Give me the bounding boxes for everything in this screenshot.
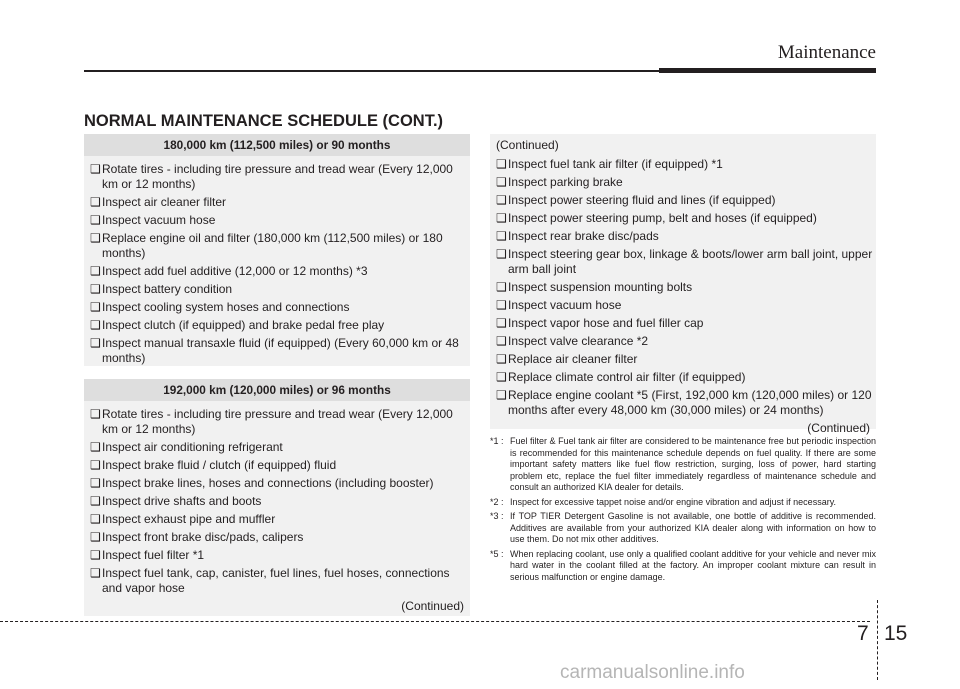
continued-label: (Continued) xyxy=(807,421,870,435)
item-text: Inspect drive shafts and boots xyxy=(102,494,262,508)
checklist-item xyxy=(90,300,470,315)
checkbox-icon: ❑ xyxy=(90,440,101,454)
checklist-item xyxy=(496,352,876,367)
checkbox-icon: ❑ xyxy=(90,213,101,227)
checklist-item xyxy=(90,548,470,563)
footnote-text: When replacing coolant, use only a qualified coolant additive for your vehicle and never mix hard water in the coolant filled at the factory. An improper coolant mixture can result in serious malfunction or engine damage. xyxy=(510,548,876,582)
checkbox-icon: ❑ xyxy=(90,162,101,176)
checklist-item xyxy=(90,231,470,261)
checkbox-icon: ❑ xyxy=(90,512,101,526)
checklist-item xyxy=(90,195,470,210)
item-list xyxy=(84,407,470,596)
footnote-mark: *5 : xyxy=(490,548,504,559)
checklist-item xyxy=(90,318,470,333)
item-text: Inspect vacuum hose xyxy=(508,298,622,312)
header-title: Maintenance xyxy=(777,42,876,63)
checkbox-icon: ❑ xyxy=(90,318,101,332)
watermark: carmanualsonline.info xyxy=(560,662,745,683)
item-text: Inspect air cleaner filter xyxy=(102,195,227,209)
checkbox-icon: ❑ xyxy=(90,407,101,421)
item-list xyxy=(84,162,470,366)
checklist-item xyxy=(496,316,876,331)
checkbox-icon: ❑ xyxy=(496,211,507,225)
checklist-item xyxy=(496,247,876,277)
item-text: Inspect add fuel additive (12,000 or 12 months) *3 xyxy=(102,264,368,278)
checklist-item xyxy=(90,494,470,509)
continued-label: (Continued) xyxy=(496,138,559,152)
section-title: NORMAL MAINTENANCE SCHEDULE (CONT.) xyxy=(84,112,444,130)
schedule-box-180000 xyxy=(84,134,470,366)
footnote-text: Fuel filter & Fuel tank air filter are considered to be maintenance free but periodic inspection is recommended for this maintenance schedule depends on fuel quality. If there are some important safety matters like fuel flow restriction, surging, loss of power, hard starting problem etc, replace the fuel filter immediately regardless of maintenance schedule and consult an authorized KIA dealer for details. xyxy=(510,436,876,492)
item-text: Inspect manual transaxle fluid (if equipped) (Every 60,000 km or 48 months) xyxy=(102,336,459,365)
footnote xyxy=(490,497,876,509)
footnote xyxy=(490,436,876,494)
item-text: Replace engine coolant *5 (First, 192,000 km (120,000 miles) or 120 months after every 48,000 km (30,000 miles) or 24 months) xyxy=(508,388,872,417)
footnote-mark: *2 : xyxy=(490,496,504,507)
item-text: Replace climate control air filter (if equipped) xyxy=(508,370,746,384)
checklist-item xyxy=(90,407,470,437)
chapter-number: 7 xyxy=(857,622,869,645)
item-list xyxy=(490,157,876,418)
footnote xyxy=(490,549,876,584)
item-text: Inspect clutch (if equipped) and brake pedal free play xyxy=(102,318,385,332)
footnotes xyxy=(490,436,876,586)
checkbox-icon: ❑ xyxy=(90,264,101,278)
item-text: Inspect vacuum hose xyxy=(102,213,216,227)
item-text: Replace air cleaner filter xyxy=(508,352,638,366)
checkbox-icon: ❑ xyxy=(90,195,101,209)
continued-label: (Continued) xyxy=(401,599,464,613)
checkbox-icon: ❑ xyxy=(496,298,507,312)
footer-divider xyxy=(877,600,878,680)
checklist-item xyxy=(496,175,876,190)
checkbox-icon: ❑ xyxy=(496,352,507,366)
schedule-box-continued xyxy=(490,134,876,435)
checkbox-icon: ❑ xyxy=(90,336,101,350)
checkbox-icon: ❑ xyxy=(496,229,507,243)
checklist-item xyxy=(496,211,876,226)
item-text: Replace engine oil and filter (180,000 km (112,500 miles) or 180 months) xyxy=(102,231,443,260)
checkbox-icon: ❑ xyxy=(90,530,101,544)
item-text: Inspect fuel tank air filter (if equipped) *1 xyxy=(508,157,723,171)
box-heading: 192,000 km (120,000 miles) or 96 months xyxy=(84,379,470,401)
checkbox-icon: ❑ xyxy=(90,476,101,490)
item-text: Inspect parking brake xyxy=(508,175,623,189)
item-text: Inspect battery condition xyxy=(102,282,233,296)
checkbox-icon: ❑ xyxy=(496,388,507,402)
checklist-item xyxy=(496,298,876,313)
footnote-text: Inspect for excessive tappet noise and/or engine vibration and adjust if necessary. xyxy=(510,496,837,507)
checklist-item xyxy=(90,458,470,473)
checkbox-icon: ❑ xyxy=(90,566,101,580)
checklist-item xyxy=(90,566,470,596)
checklist-item xyxy=(496,229,876,244)
checklist-item xyxy=(496,280,876,295)
checklist-item xyxy=(496,370,876,385)
item-text: Inspect valve clearance *2 xyxy=(508,334,649,348)
checkbox-icon: ❑ xyxy=(496,316,507,330)
item-text: Inspect brake lines, hoses and connections (including booster) xyxy=(102,476,434,490)
checkbox-icon: ❑ xyxy=(496,193,507,207)
item-text: Inspect fuel tank, cap, canister, fuel lines, fuel hoses, connections and vapor hose xyxy=(102,566,450,595)
checkbox-icon: ❑ xyxy=(496,175,507,189)
checklist-item xyxy=(496,388,876,418)
checklist-item xyxy=(90,213,470,228)
item-text: Inspect power steering pump, belt and hoses (if equipped) xyxy=(508,211,817,225)
item-text: Inspect brake fluid / clutch (if equipped) fluid xyxy=(102,458,337,472)
checkbox-icon: ❑ xyxy=(90,548,101,562)
checklist-item xyxy=(496,157,876,172)
checklist-item xyxy=(90,162,470,192)
item-text: Inspect power steering fluid and lines (if equipped) xyxy=(508,193,776,207)
schedule-box-192000 xyxy=(84,379,470,616)
checkbox-icon: ❑ xyxy=(90,282,101,296)
checkbox-icon: ❑ xyxy=(90,300,101,314)
footnote-text: If TOP TIER Detergent Gasoline is not available, one bottle of additive is recommended. Additives are available from your authorized KIA dealer along with information on how to use them. Do not mix other additives. xyxy=(510,511,876,544)
item-text: Inspect fuel filter *1 xyxy=(102,548,205,562)
page-number: 15 xyxy=(884,622,908,645)
footnote-mark: *3 : xyxy=(490,511,504,521)
header-rule-thick xyxy=(659,68,876,73)
checkbox-icon: ❑ xyxy=(90,458,101,472)
item-text: Inspect front brake disc/pads, calipers xyxy=(102,530,304,544)
checklist-item xyxy=(496,334,876,349)
checklist-item xyxy=(90,476,470,491)
checklist-item xyxy=(90,336,470,366)
header-rule-thin xyxy=(84,70,659,72)
checkbox-icon: ❑ xyxy=(496,247,507,261)
footer-rule xyxy=(0,621,870,622)
footnote-mark: *1 : xyxy=(490,436,504,446)
checkbox-icon: ❑ xyxy=(496,334,507,348)
box-heading: 180,000 km (112,500 miles) or 90 months xyxy=(84,134,470,156)
footnote xyxy=(490,511,876,546)
checkbox-icon: ❑ xyxy=(496,280,507,294)
checklist-item xyxy=(90,264,470,279)
item-text: Inspect cooling system hoses and connections xyxy=(102,300,350,314)
item-text: Inspect vapor hose and fuel filler cap xyxy=(508,316,704,330)
checkbox-icon: ❑ xyxy=(90,494,101,508)
item-text: Inspect steering gear box, linkage & boots/lower arm ball joint, upper arm ball joint xyxy=(508,247,873,276)
checklist-item xyxy=(90,282,470,297)
checklist-item xyxy=(90,512,470,527)
item-text: Inspect air conditioning refrigerant xyxy=(102,440,283,454)
item-text: Inspect exhaust pipe and muffler xyxy=(102,512,276,526)
checkbox-icon: ❑ xyxy=(90,231,101,245)
checklist-item xyxy=(90,440,470,455)
checkbox-icon: ❑ xyxy=(496,370,507,384)
item-text: Inspect suspension mounting bolts xyxy=(508,280,693,294)
item-text: Rotate tires - including tire pressure and tread wear (Every 12,000 km or 12 months) xyxy=(102,407,453,436)
item-text: Rotate tires - including tire pressure and tread wear (Every 12,000 km or 12 months) xyxy=(102,162,453,191)
checklist-item xyxy=(90,530,470,545)
checklist-item xyxy=(496,193,876,208)
checkbox-icon: ❑ xyxy=(496,157,507,171)
item-text: Inspect rear brake disc/pads xyxy=(508,229,659,243)
